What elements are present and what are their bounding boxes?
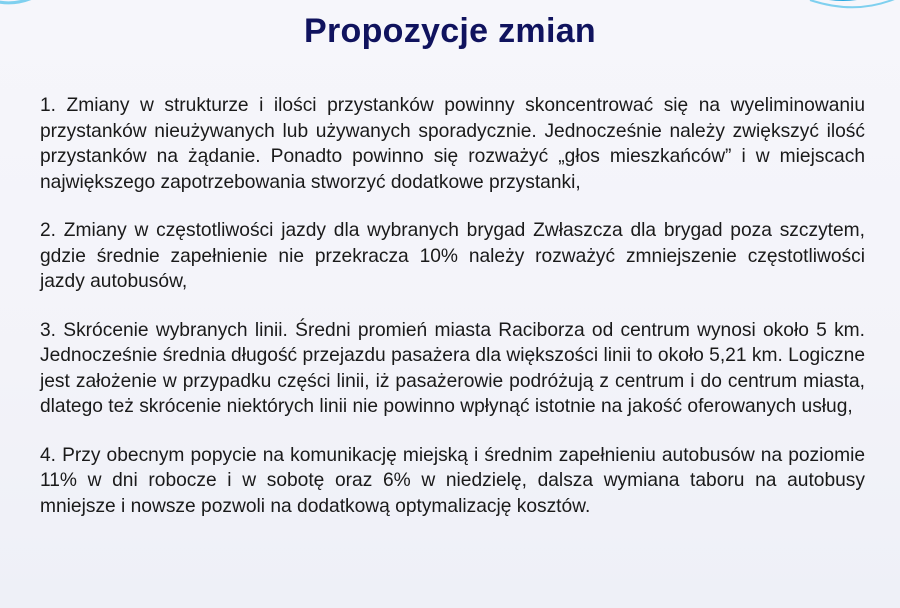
corner-swoosh-decoration — [800, 0, 900, 10]
proposal-item: 2. Zmiany w częstotliwości jazdy dla wybranych brygad Zwłaszcza dla brygad poza szczytem, gdzie średnie zapełnienie nie przekracza 10% należy rozważyć zmniejszenie częstotliwości jazdy autobusów, — [40, 220, 865, 292]
proposal-item: 4. Przy obecnym popycie na komunikację miejską i średnim zapełnieniu autobusów na poziomie 11% w dni robocze i w sobotę oraz 6% w niedzielę, dalsza wymiana taboru na autobusy mniejsze i nowsze pozwoli na dodatkową optymalizację kosztów. — [40, 444, 865, 517]
proposal-item: 1. Zmiany w strukturze i ilości przystanków powinny skoncentrować się na wyeliminowaniu przystanków nieużywanych lub używanych sporadycznie. Jednocześnie należy zwiększyć ilość przystanków na żądanie. Ponadto powinno się rozważyć „głos mieszkańców” i w miejscach największego zapotrzebowania stworzyć dodatkowe przystanki, — [40, 95, 865, 193]
proposal-item: 3. Skrócenie wybranych linii. Średni promień miasta Raciborza od centrum wynosi około 5 km. Jednocześnie średnia długość przejazdu pasażera dla większości linii to około 5,21 km. Logiczne jest założenie w przypadku części linii, iż pasażerowie podróżują z centrum i do centrum miasta, dlatego też skrócenie niektórych linii nie powinno wpłynąć istotnie na jakość oferowanych usług, — [40, 319, 865, 417]
slide-title: Propozycje zmian — [304, 12, 596, 50]
proposal-list — [40, 93, 865, 542]
